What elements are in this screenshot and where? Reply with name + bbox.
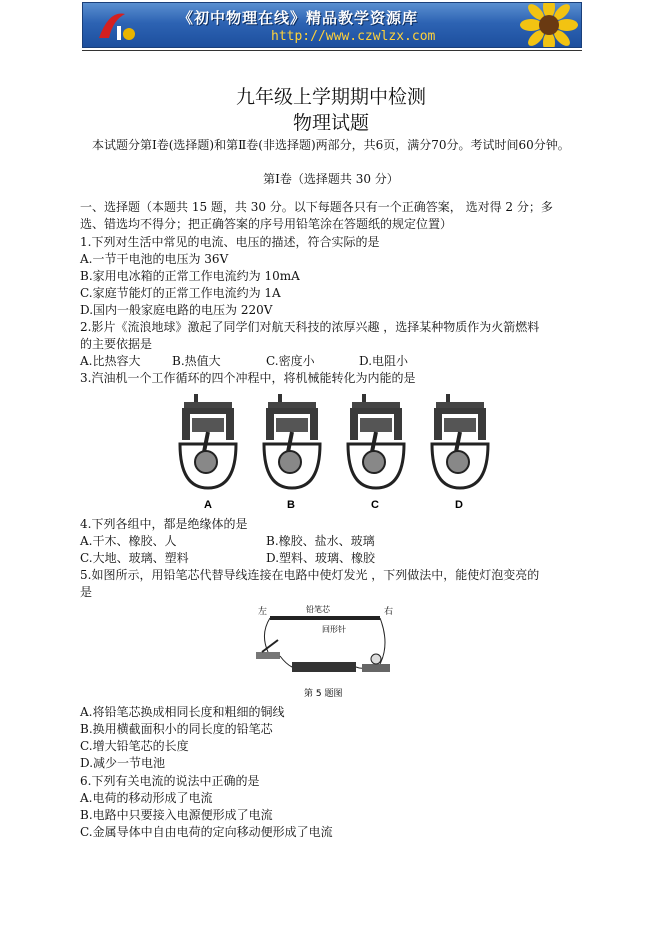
engine-label-a: A — [204, 499, 212, 510]
q6-option-c: C.金属导体中自由电荷的定向移动便形成了电流 — [80, 825, 333, 839]
volume-heading: 第Ⅰ卷（选择题共 30 分） — [263, 172, 399, 186]
q1-option-c: C.家庭节能灯的正常工作电流约为 1A — [80, 286, 281, 300]
figure-caption: 第 5 题图 — [304, 689, 343, 699]
circuit-label-left: 左 — [258, 607, 268, 617]
q5-option-d: D.减少一节电池 — [80, 756, 166, 770]
circuit-label-pencil: 铅笔芯 — [306, 605, 330, 614]
exam-intro: 本试题分第Ⅰ卷(选择题)和第Ⅱ卷(非选择题)两部分，共6页，满分70分。考试时间60分钟。 — [92, 138, 570, 152]
q5-option-a: A.将铅笔芯换成相同长度和粗细的铜线 — [80, 705, 285, 719]
header-rule — [82, 50, 582, 51]
engine-label-c: C — [371, 499, 379, 510]
q2-option-c: C.密度小 — [266, 354, 315, 368]
q5-stem-line1: 5.如图所示，用铅笔芯代替导线连接在电路中使灯发光 ，下列做法中，能使灯泡变亮的 — [80, 568, 540, 582]
q5-stem-line2: 是 — [80, 585, 93, 599]
circuit-label-right: 右 — [384, 607, 394, 617]
q1-stem: 1.下列对生活中常见的电流、电压的描述，符合实际的是 — [80, 235, 380, 249]
q4-option-b: B.橡胶、盐水、玻璃 — [266, 534, 375, 548]
banner-url: http://www.czwlzx.com — [271, 29, 436, 44]
q2-option-d: D.电阻小 — [359, 354, 409, 368]
engine-strokes-figure — [168, 392, 498, 510]
q3-stem: 3.汽油机一个工作循环的四个冲程中，将机械能转化为内能的是 — [80, 371, 416, 385]
q5-option-b: B.换用横截面积小的同长度的铅笔芯 — [80, 722, 273, 736]
header-banner — [82, 2, 582, 48]
q5-option-c: C.增大铅笔芯的长度 — [80, 739, 189, 753]
q4-stem: 4.下列各组中，都是绝缘体的是 — [80, 517, 248, 531]
q1-option-a: A.一节干电池的电压为 36V — [80, 252, 229, 266]
q1-option-b: B.家用电冰箱的正常工作电流约为 10mA — [80, 269, 300, 283]
section-instructions-line1: 一、选择题（本题共 15 题，共 30 分。以下每题各只有一个正确答案， 选对得 2 分；多 — [80, 200, 553, 214]
q6-option-a: A.电荷的移动形成了电流 — [80, 791, 213, 805]
q2-option-b: B.热值大 — [172, 354, 221, 368]
page-title: 九年级上学期期中检测 — [235, 86, 426, 108]
q2-stem-line2: 的主要依据是 — [80, 337, 153, 351]
section-instructions-line2: 选、错选均不得分；把正确答案的序号用铅笔涂在答题纸的规定位置） — [80, 217, 453, 231]
engine-label-d: D — [455, 499, 463, 510]
banner-title: 《初中物理在线》精品教学资源库 — [178, 9, 419, 27]
q6-option-b: B.电路中只要接入电源便形成了电流 — [80, 808, 273, 822]
circuit-figure — [252, 604, 402, 704]
q1-option-d: D.国内一般家庭电路的电压为 220V — [80, 303, 273, 317]
page-subtitle: 物理试题 — [292, 112, 369, 134]
q6-stem: 6.下列有关电流的说法中正确的是 — [80, 774, 260, 788]
sunflower-icon — [515, 2, 579, 48]
q4-option-d: D.塑料、玻璃、橡胶 — [266, 551, 376, 565]
q2-stem-line1: 2.影片《流浪地球》激起了同学们对航天科技的浓厚兴趣 ，选择某种物质作为火箭燃料 — [80, 320, 540, 334]
q4-option-c: C.大地、玻璃、塑料 — [80, 551, 189, 565]
engine-label-b: B — [287, 499, 295, 510]
q4-option-a: A.干木、橡胶、人 — [80, 534, 177, 548]
circuit-label-pin: 回形针 — [322, 625, 346, 634]
site-logo-icon — [95, 8, 143, 44]
q2-option-a: A.比热容大 — [80, 354, 141, 368]
